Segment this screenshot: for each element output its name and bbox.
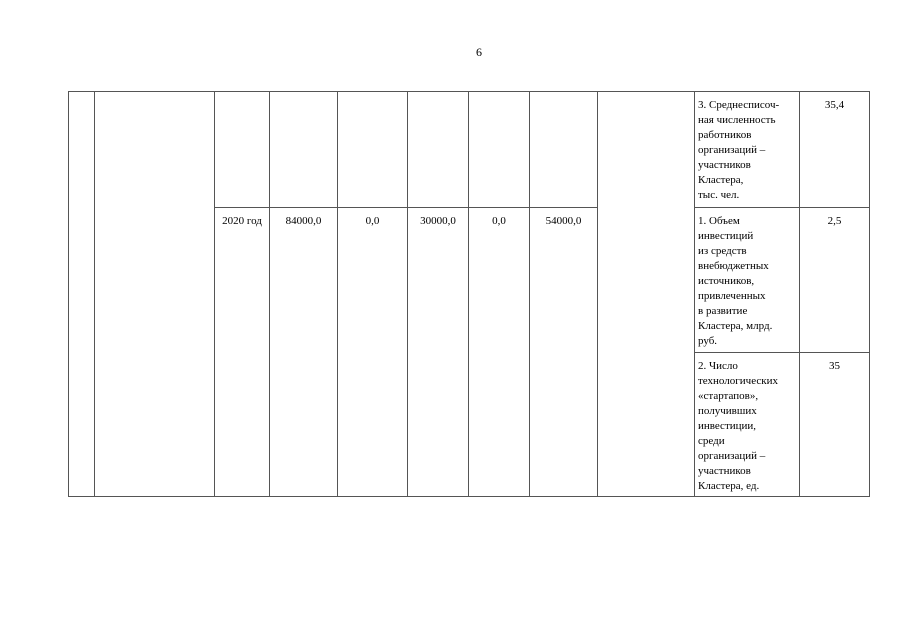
table-cell-federal-budget: 0,0	[338, 208, 408, 497]
indicator-line: инвестиции,	[698, 420, 757, 432]
indicator-line: участников	[698, 159, 751, 171]
indicator-line: ная численность	[698, 114, 776, 126]
indicator-line: получивших	[698, 405, 757, 417]
indicator-value-cell: 35,4	[800, 92, 870, 208]
indicator-line: организаций –	[698, 144, 766, 156]
indicator-line: внебюджетных	[698, 260, 769, 272]
indicator-line: работников	[698, 129, 752, 141]
table-cell-index	[69, 92, 95, 497]
table-cell-regional-budget	[408, 92, 469, 208]
indicator-line: организаций –	[698, 450, 766, 462]
indicator-name-cell	[695, 353, 800, 497]
program-table	[68, 91, 870, 497]
table-cell-extrabudgetary: 54000,0	[530, 208, 598, 497]
table-cell-regional-budget: 30000,0	[408, 208, 469, 497]
table-cell-total	[270, 92, 338, 208]
indicator-line: 2. Число	[698, 360, 738, 372]
indicator-line: Кластера, млрд.	[698, 320, 773, 332]
indicator-line: из средств	[698, 245, 747, 257]
indicator-line: участников	[698, 465, 751, 477]
indicator-name-cell	[695, 208, 800, 353]
page-number: 6	[476, 45, 482, 59]
table-cell-total: 84000,0	[270, 208, 338, 497]
table-cell-year: 2020 год	[215, 208, 270, 497]
table-cell-extrabudgetary	[530, 92, 598, 208]
table-row	[69, 92, 870, 208]
indicator-line: Кластера, ед.	[698, 480, 760, 492]
indicator-line: 1. Объем	[698, 215, 740, 227]
indicator-line: 3. Среднесписоч-	[698, 99, 780, 111]
indicator-value-cell: 2,5	[800, 208, 870, 353]
indicator-value-cell: 35	[800, 353, 870, 497]
indicator-line: технологических	[698, 375, 778, 387]
table-cell-name	[95, 92, 215, 497]
indicator-line: Кластера,	[698, 174, 744, 186]
indicator-line: среди	[698, 435, 725, 447]
table-cell-local-budget	[469, 92, 530, 208]
table-cell-year	[215, 92, 270, 208]
indicator-line: инвестиций	[698, 230, 754, 242]
indicator-line: руб.	[698, 335, 718, 347]
indicator-name-cell	[695, 92, 800, 208]
table-cell-federal-budget	[338, 92, 408, 208]
table-cell-local-budget: 0,0	[469, 208, 530, 497]
indicator-line: источников,	[698, 275, 755, 287]
indicator-line: «стартапов»,	[698, 390, 759, 402]
indicator-line: в развитие	[698, 305, 748, 317]
indicator-line: привлеченных	[698, 290, 766, 302]
table-cell-executor	[598, 92, 695, 497]
indicator-line: тыс. чел.	[698, 189, 740, 201]
